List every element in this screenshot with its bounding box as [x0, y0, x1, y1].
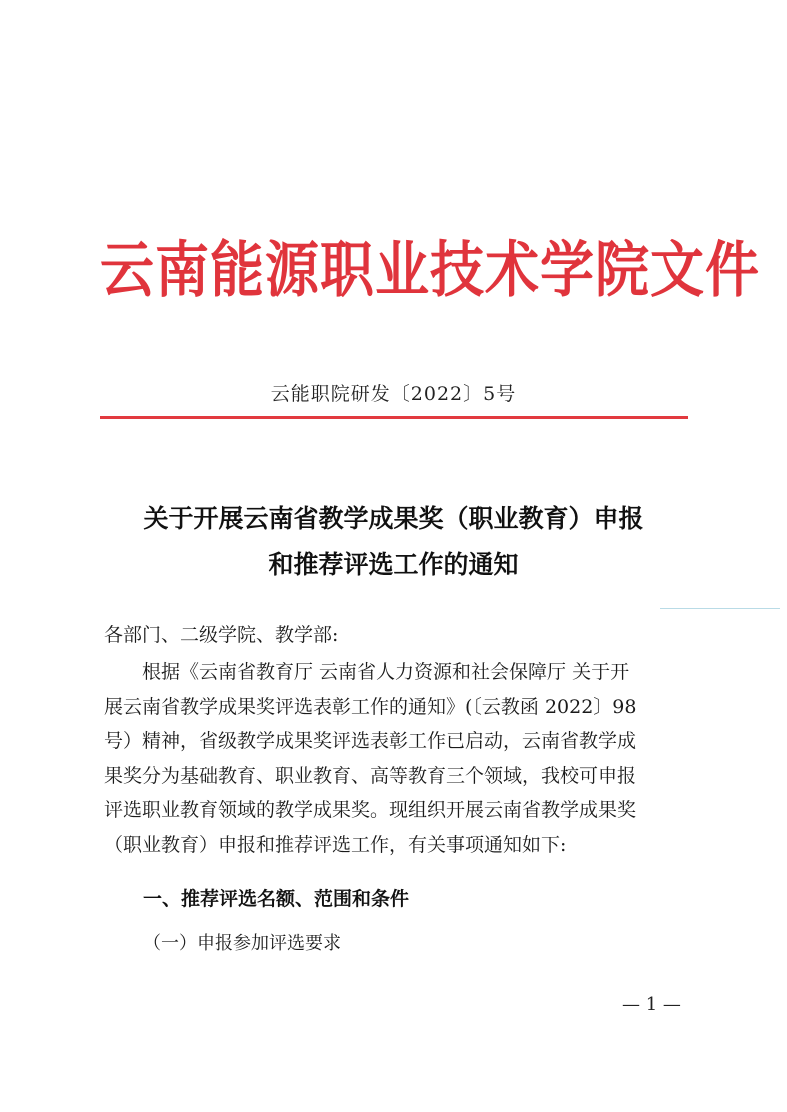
notice-title-line: 关于开展云南省教学成果奖（职业教育）申报 — [143, 504, 644, 533]
body-line: 根据《云南省教育厅 云南省人力资源和社会保障厅 关于开 — [142, 661, 630, 683]
body-line: 评选职业教育领域的教学成果奖。现组织开展云南省教学成果奖 — [104, 799, 637, 821]
page-number: — 1 — — [622, 994, 681, 1015]
document-number: 云能职院研发〔2022〕5号 — [270, 383, 517, 405]
body-line: （职业教育）申报和推荐评选工作，有关事项通知如下: — [104, 833, 567, 856]
body-line: 展云南省教学成果奖评选表彰工作的通知》(〔云教函 2022〕98 — [104, 695, 637, 718]
body-line: 号）精神，省级教学成果奖评选表彰工作已启动，云南省教学成 — [104, 730, 637, 752]
salutation: 各部门、二级学院、教学部: — [104, 624, 339, 646]
body-paragraph — [104, 655, 694, 862]
section-heading: 一、推荐评选名额、范围和条件 — [143, 888, 410, 910]
notice-title-line: 和推荐评选工作的通知 — [268, 550, 519, 579]
document-header-title: 云南能源职业技术学院文件 — [100, 233, 760, 305]
notice-title — [70, 496, 717, 588]
sub-heading: （一）申报参加评选要求 — [143, 933, 341, 954]
body-line: 果奖分为基础教育、职业教育、高等教育三个领域，我校可申报 — [104, 764, 637, 787]
red-divider-rule — [100, 416, 688, 419]
scan-artifact-line — [660, 608, 780, 609]
